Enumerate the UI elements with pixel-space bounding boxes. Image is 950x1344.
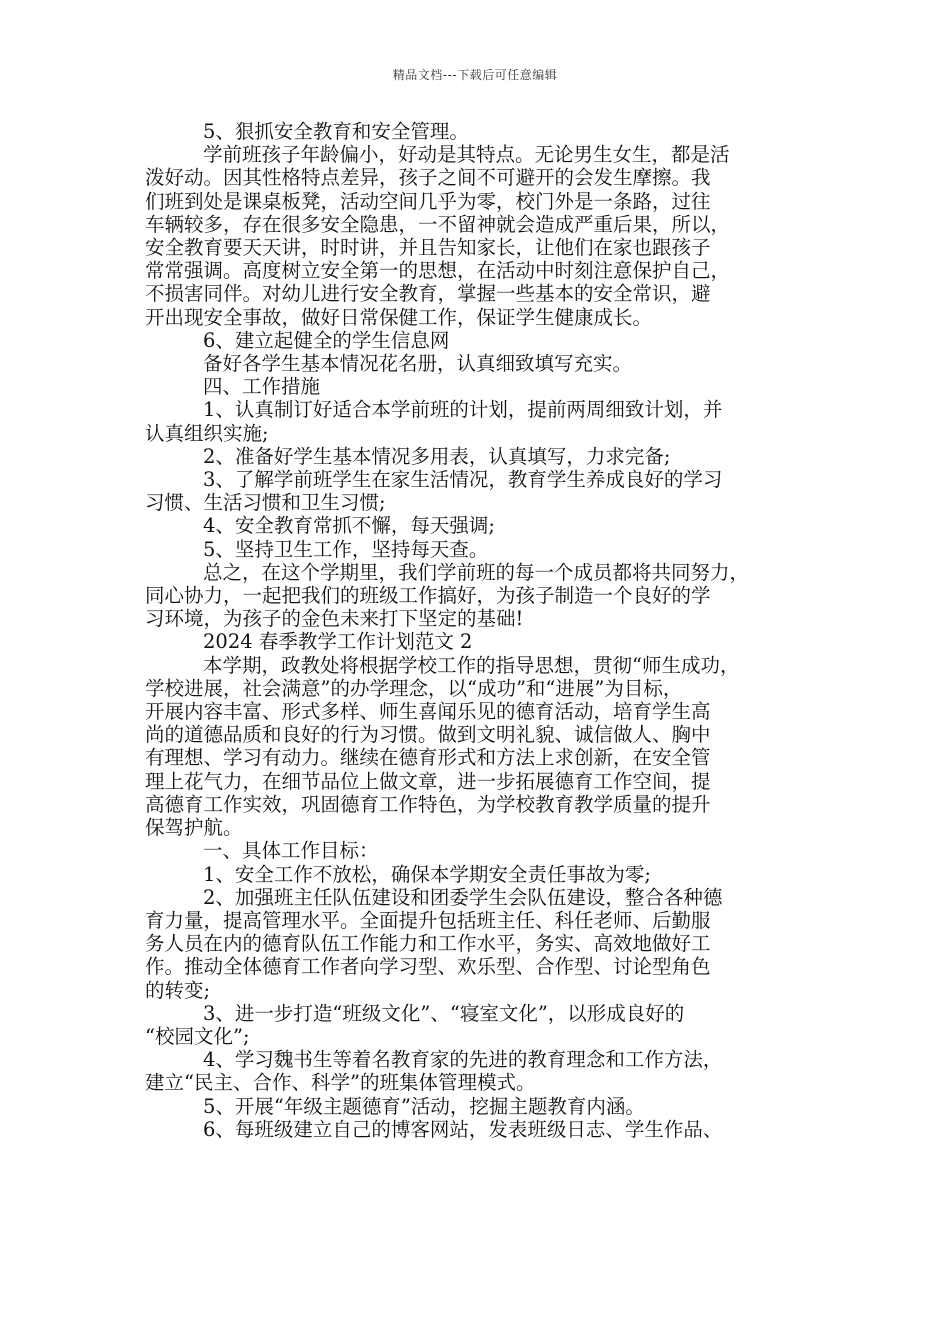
- text-line: 车辆较多，存在很多安全隐患，一不留神就会造成严重后果，所以，: [145, 212, 731, 236]
- text-line: 备好各学生基本情况花名册，认真细致填写充实。: [203, 352, 633, 376]
- text-line: 总之，在这个学期里，我们学前班的每一个成员都将共同努力，: [203, 560, 750, 584]
- text-line: 2024 春季教学工作计划范文 2: [203, 630, 473, 654]
- text-line: 务人员在内的德育队伍工作能力和工作水平，务实、高效地做好工: [145, 932, 711, 956]
- text-line: 4、安全教育常抓不懈，每天强调;: [203, 514, 495, 538]
- text-line: 5、坚持卫生工作，坚持每天查。: [203, 537, 489, 561]
- text-line: 习环境，为孩子的金色未来打下坚定的基础!: [145, 607, 524, 631]
- text-line: 3、了解学前班学生在家生活情况，教育学生养成良好的学习: [203, 468, 723, 492]
- text-line: 尚的道德品质和良好的行为习惯。做到文明礼貌、诚信做人、胸中: [145, 723, 711, 747]
- text-line: 泼好动。因其性格特点差异，孩子之间不可避开的会发生摩擦。我: [145, 166, 711, 190]
- text-line: 常常强调。高度树立安全第一的思想，在活动中时刻注意保护自己，: [145, 259, 731, 283]
- text-line: 们班到处是课桌板凳，活动空间几乎为零，校门外是一条路，过往: [145, 189, 711, 213]
- text-line: 6、每班级建立自己的博客网站，发表班级日志、学生作品、: [203, 1117, 723, 1141]
- text-line: 高德育工作实效，巩固德育工作特色，为学校教育教学质量的提升: [145, 792, 711, 816]
- text-line: 有理想、学习有动力。继续在德育形式和方法上求创新，在安全管: [145, 746, 711, 770]
- text-line: “校园文化”;: [145, 1024, 250, 1048]
- text-line: 认真组织实施;: [145, 421, 269, 445]
- text-line: 学校进展，社会满意”的办学理念，以“成功”和“进展”为目标，: [145, 676, 683, 700]
- text-line: 四、工作措施: [203, 375, 321, 399]
- text-line: 1、认真制订好适合本学前班的计划，提前两周细致计划，并: [203, 398, 723, 422]
- text-line: 建立“民主、合作、科学”的班集体管理模式。: [145, 1071, 536, 1095]
- text-line: 本学期，政教处将根据学校工作的指导思想，贯彻“师生成功，: [203, 653, 740, 677]
- page-header: 精品文档---下载后可任意编辑: [392, 68, 558, 82]
- text-line: 3、进一步打造“班级文化”、“寝室文化”，以形成良好的: [203, 1001, 685, 1025]
- text-line: 4、学习魏书生等着名教育家的先进的教育理念和工作方法，: [203, 1048, 723, 1072]
- text-line: 习惯、生活习惯和卫生习惯;: [145, 491, 386, 515]
- text-line: 2、加强班主任队伍建设和团委学生会队伍建设，整合各种德: [203, 885, 723, 909]
- text-line: 一、具体工作目标：: [203, 839, 379, 863]
- text-line: 开出现安全事故，做好日常保健工作，保证学生健康成长。: [145, 305, 653, 329]
- text-line: 不损害同伴。对幼儿进行安全教育，掌握一些基本的安全常识，避: [145, 282, 711, 306]
- text-line: 的转变;: [145, 978, 211, 1002]
- document-body: [145, 120, 810, 1141]
- text-line: 同心协力，一起把我们的班级工作搞好，为孩子制造一个良好的学: [145, 584, 711, 608]
- text-line: 安全教育要天天讲，时时讲，并且告知家长，让他们在家也跟孩子: [145, 236, 711, 260]
- text-line: 1、安全工作不放松，确保本学期安全责任事故为零;: [203, 862, 651, 886]
- text-line: 5、开展“年级主题德育”活动，挖掘主题教育内涵。: [203, 1094, 645, 1118]
- text-line: 作。推动全体德育工作者向学习型、欢乐型、合作型、讨论型角色: [145, 955, 711, 979]
- text-line: 保驾护航。: [145, 816, 243, 840]
- text-line: 6、建立起健全的学生信息网: [203, 328, 450, 352]
- text-line: 育力量，提高管理水平。全面提升包括班主任、科任老师、后勤服: [145, 908, 711, 932]
- text-line: 2、准备好学生基本情况多用表，认真填写，力求完备;: [203, 444, 671, 468]
- text-line: 开展内容丰富、形式多样、师生喜闻乐见的德育活动，培育学生高: [145, 700, 711, 724]
- text-line: 5、狠抓安全教育和安全管理。: [203, 120, 469, 143]
- text-line: 学前班孩子年龄偏小，好动是其特点。无论男生女生，都是活: [203, 143, 730, 167]
- text-line: 理上花气力，在细节品位上做文章，进一步拓展德育工作空间，提: [145, 769, 711, 793]
